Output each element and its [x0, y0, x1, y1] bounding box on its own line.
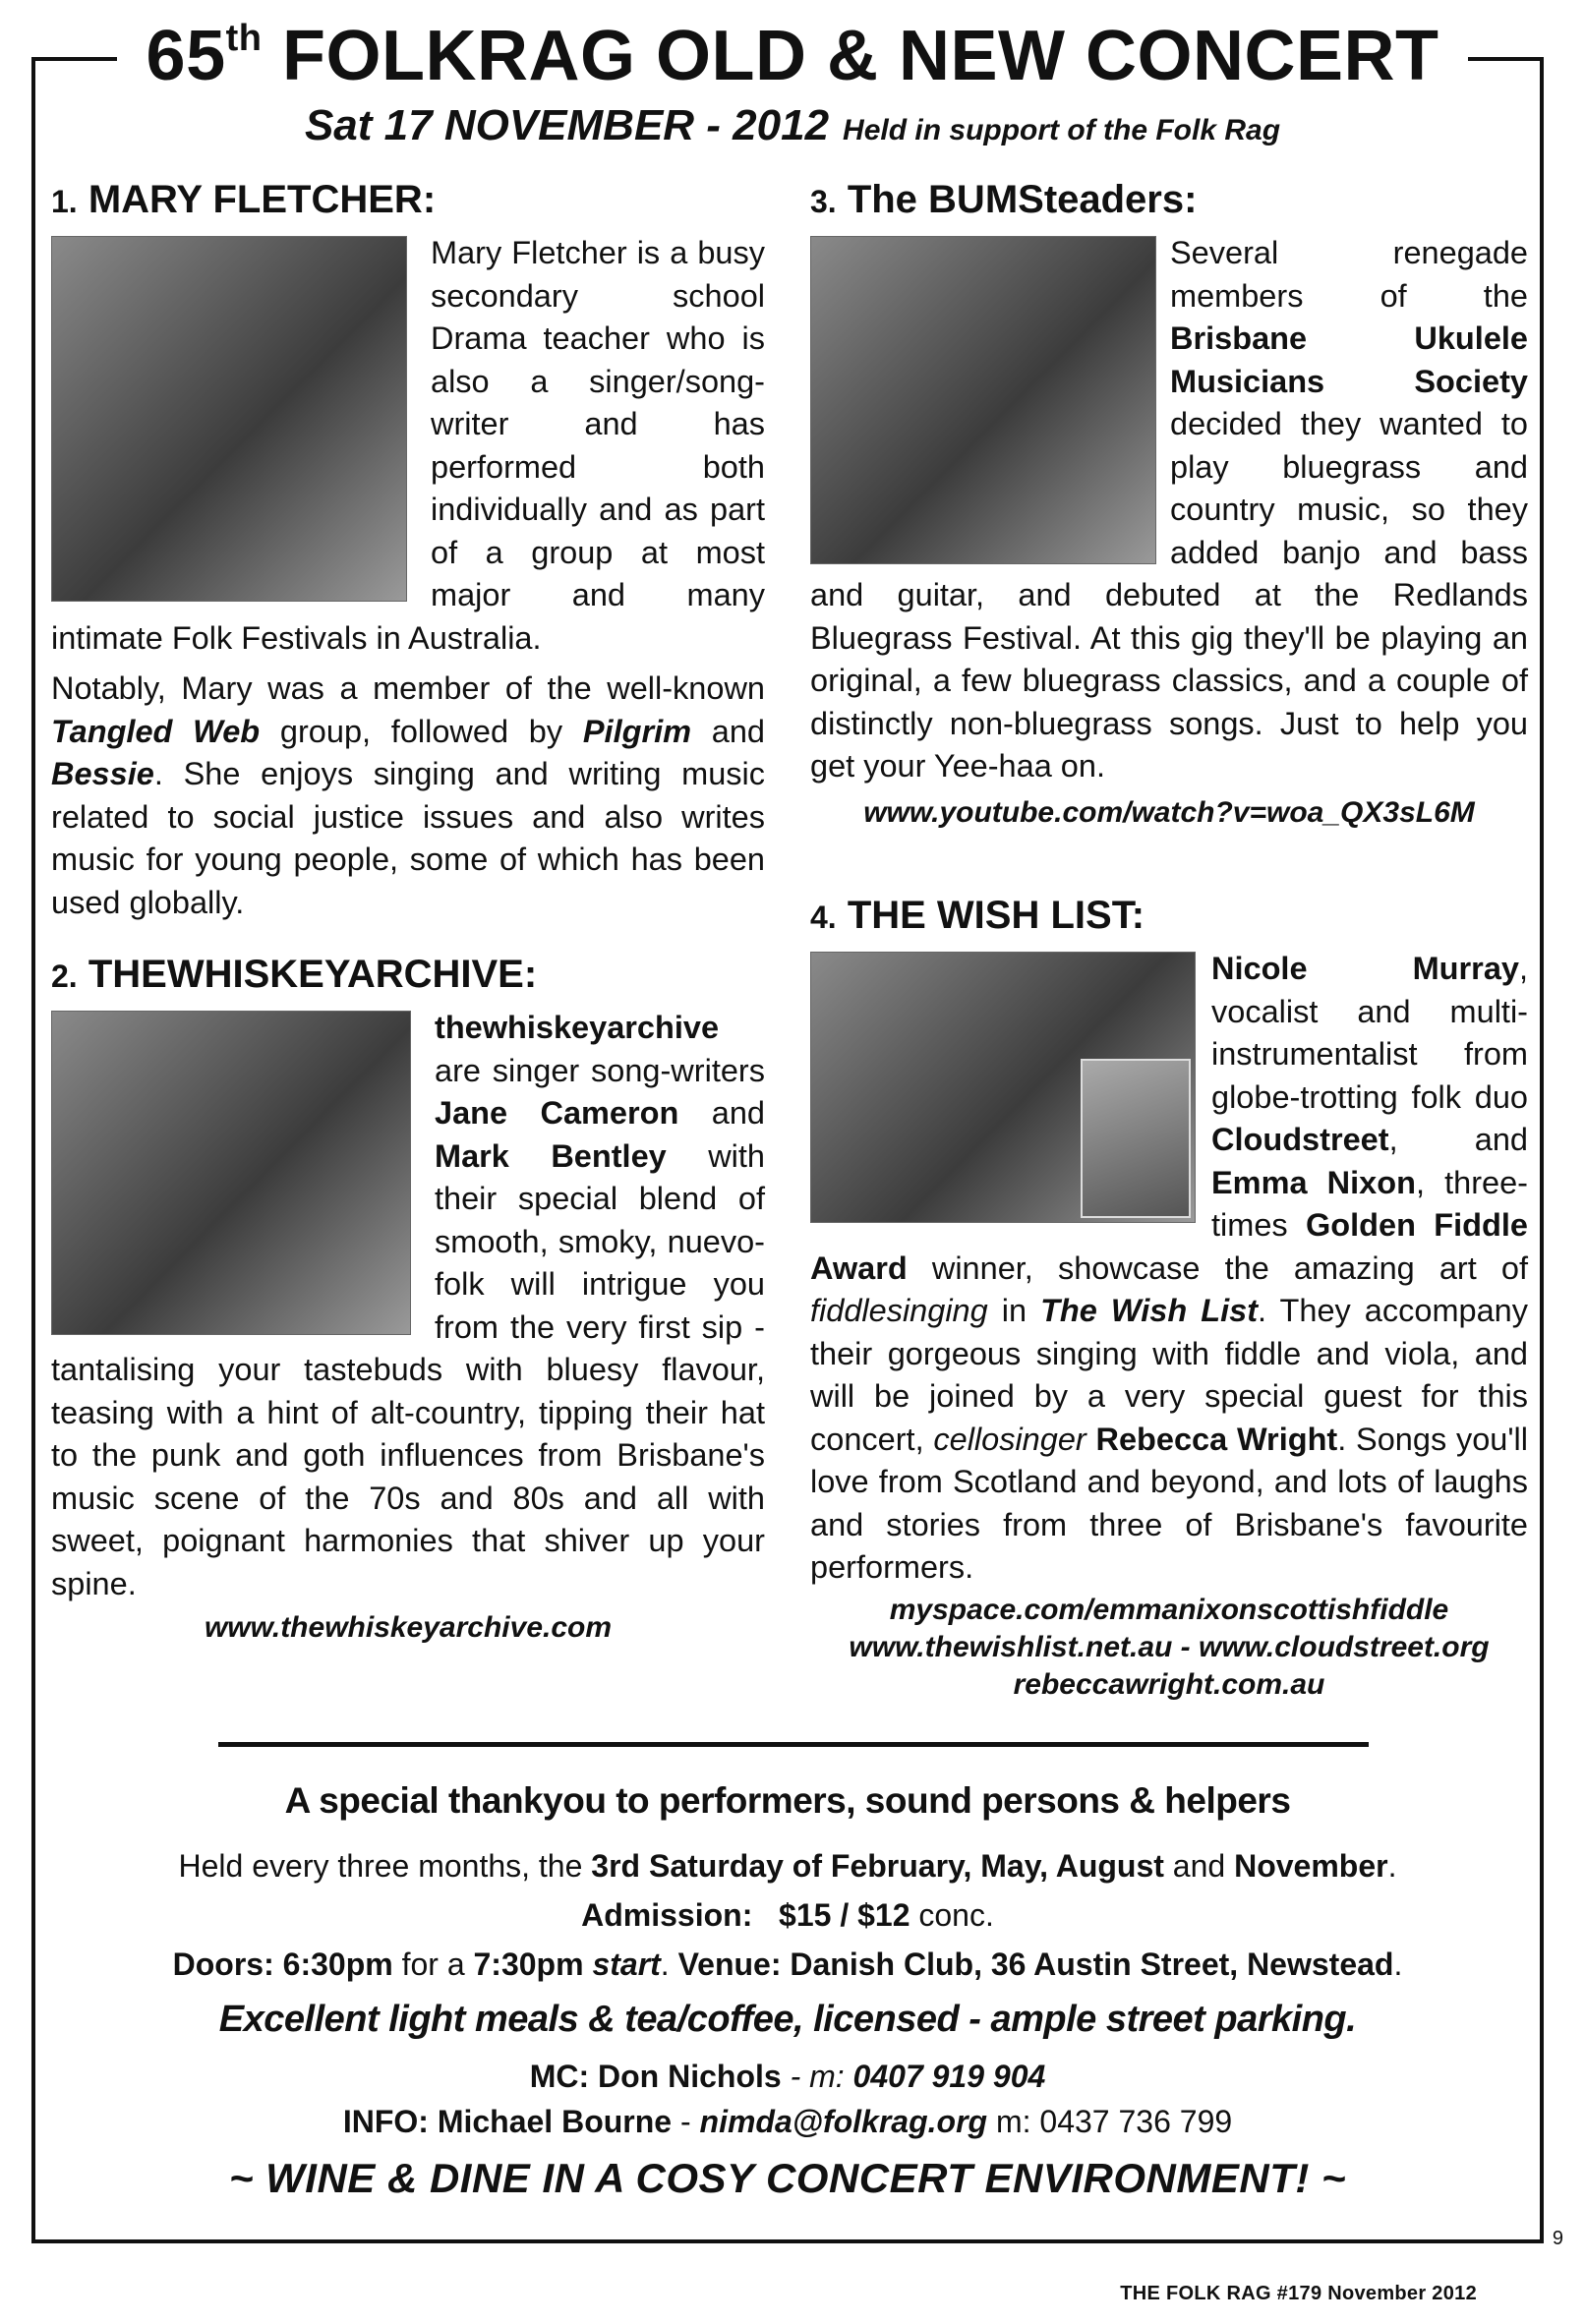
info-email[interactable]: nimda@folkrag.org	[699, 2104, 988, 2139]
meals-line: Excellent light meals & tea/coffee, licensed - ample street parking.	[218, 1999, 1357, 2040]
act-heading: 1. MARY FLETCHER:	[51, 178, 437, 221]
bumsteaders-photo	[810, 236, 1156, 564]
page-subtitle	[0, 98, 1585, 158]
publication-footer: THE FOLK RAG #179 November 2012	[1120, 2283, 1477, 2304]
section-divider	[218, 1742, 1369, 1747]
act-description: Several renegade members of the Brisbane Ukulele Musicians Society decided they wanted to play bluegrass and country music, so they added banjo and bass and guitar, and debuted at the Redlands Bluegrass Festival. At this gig they'll be playing an original, a few bluegrass classics, and a couple of distinctly non-bluegrass songs. Just to help you get your Yee-haa on.	[810, 235, 1528, 784]
wine-dine-line: ~ WINE & DINE IN A COSY CONCERT ENVIRONMENT! ~	[228, 2155, 1347, 2201]
the-wish-list-photo	[810, 952, 1196, 1223]
rebeccawright-link[interactable]: rebeccawright.com.au	[1013, 1667, 1325, 1701]
doors-venue-line: Doors: 6:30pm for a 7:30pm start. Venue: Danish Club, 36 Austin Street, Newstead.	[172, 1946, 1403, 1982]
act-description-2: Notably, Mary was a member of the well-known Tangled Web group, followed by Pilgrim and Bessie. She enjoys singing and writing music related to social justice issues and also writes music for young people, some of which has been used globally.	[51, 670, 765, 920]
admission-line: Admission: $15 / $12 conc.	[581, 1897, 994, 1933]
act-mary-fletcher	[51, 175, 765, 924]
schedule-line: Held every three months, the 3rd Saturday of February, May, August and November.	[178, 1848, 1397, 1884]
act-heading: 2. THEWHISKEYARCHIVE:	[51, 953, 538, 996]
act-description: Nicole Murray, vocalist and multi-instrumentalist from globe-trotting folk duo Cloudstreet, and Emma Nixon, three-times Golden Fiddle Award winner, showcase the amazing art of fiddlesinging in The Wish List. They accompany their gorgeous singing with fiddle and viola, and will be joined by a very special guest for this concert, cellosinger Rebecca Wright. Songs you'll love from Scotland and beyond, and lots of laughs and stories from three of Brisbane's favourite performers.	[810, 951, 1529, 1585]
act-description: Mary Fletcher is a busy secondary school Drama teacher who is also a singer/song-writer and has performed both individually and as part of a group at most major and many intimate Folk Festivals in Australia.	[51, 235, 765, 656]
thewhiskeyarchive-photo	[51, 1011, 411, 1335]
act-bumsteaders	[810, 175, 1528, 832]
thewhiskeyarchive-link[interactable]: www.thewhiskeyarchive.com	[204, 1611, 613, 1644]
act-heading: 4. THE WISH LIST:	[810, 894, 1145, 937]
concert-date: Sat 17 NOVEMBER - 2012	[304, 101, 830, 149]
title-block	[0, 14, 1585, 98]
act-heading: 3. The BUMSteaders:	[810, 178, 1198, 221]
wishlist-cloudstreet-links[interactable]: www.thewishlist.net.au - www.cloudstreet.org	[849, 1630, 1490, 1663]
mc-line: MC: Don Nichols - m: 0407 919 904	[529, 2059, 1046, 2094]
info-line: INFO: Michael Bourne - nimda@folkrag.org m: 0437 736 799	[342, 2104, 1233, 2139]
bumsteaders-link[interactable]: www.youtube.com/watch?v=woa_QX3sL6M	[863, 795, 1475, 829]
thankyou-line: A special thankyou to performers, sound persons & helpers	[284, 1780, 1291, 1821]
act-description: thewhiskeyarchive are singer song-writers Jane Cameron and Mark Bentley with their special blend of smooth, smoky, nuevo-folk will intrigue you from the very first sip - tantalising your tastebuds with bluesy flavour, teasing with a hint of alt-country, tipping their hat to the punk and goth influences from Brisbane's music scene of the 70s and 80s and all with sweet, poignant harmonies that shiver up your spine.	[51, 1010, 765, 1601]
act-thewhiskeyarchive	[51, 950, 765, 1647]
mary-fletcher-photo	[51, 236, 407, 602]
page-title: 65th FOLKRAG OLD & NEW CONCERT	[117, 14, 1469, 98]
held-in-support: Held in support of the Folk Rag	[843, 114, 1281, 146]
myspace-link[interactable]: myspace.com/emmanixonscottishfiddle	[889, 1593, 1449, 1626]
act-the-wish-list	[810, 891, 1528, 1704]
page-number: 9	[1552, 2228, 1563, 2249]
inset-photo	[1081, 1059, 1191, 1218]
